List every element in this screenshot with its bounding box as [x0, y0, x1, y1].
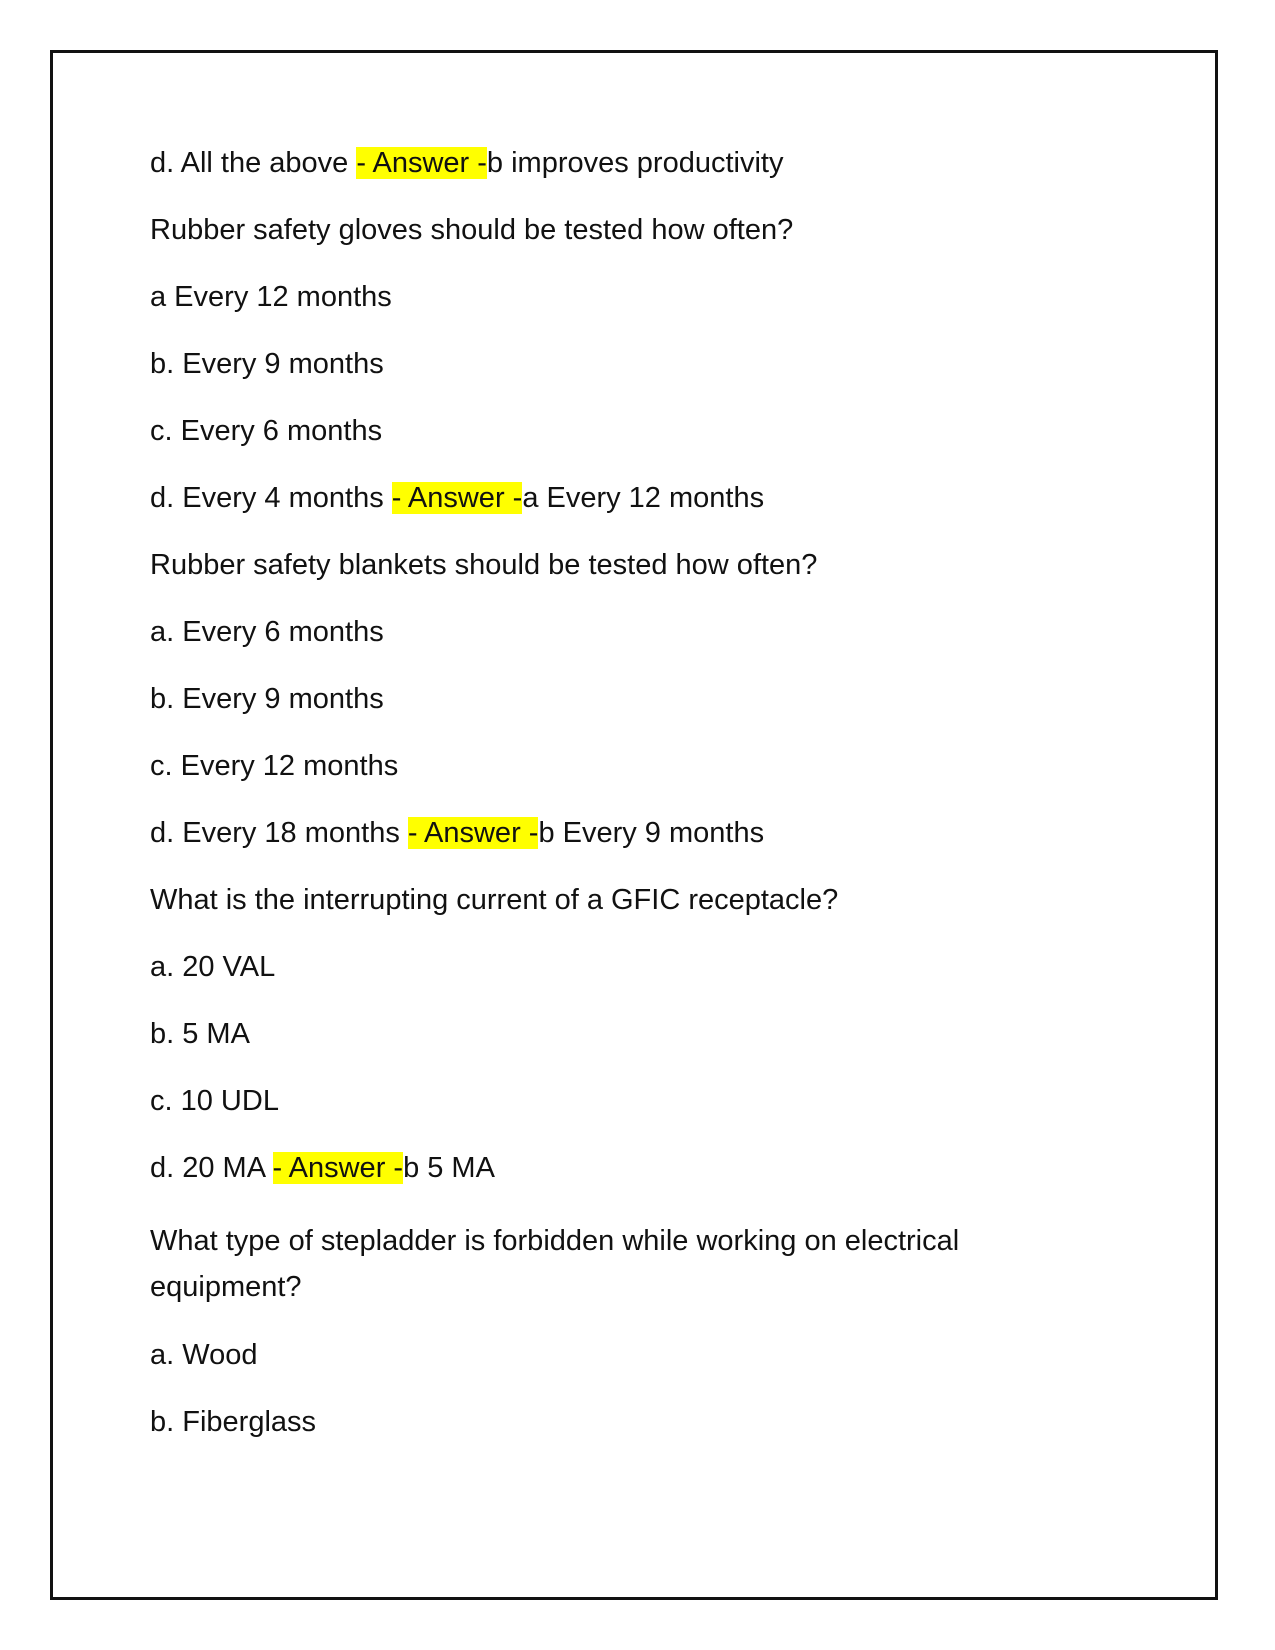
option: a. 20 VAL: [150, 951, 276, 983]
answer-text: a Every 12 months: [522, 482, 765, 514]
option: c. 10 UDL: [150, 1085, 279, 1117]
answer-line: [150, 1151, 1050, 1185]
option: a. Wood: [150, 1339, 258, 1371]
answer-highlight: - Answer -: [272, 1152, 404, 1184]
question: Rubber safety blankets should be tested how often?: [150, 549, 818, 581]
option-text: d. 20 MA: [150, 1152, 265, 1184]
question: What type of stepladder is forbidden while working on electrical equipment?: [150, 1225, 960, 1303]
option: a. Every 6 months: [150, 616, 384, 648]
option: b. Every 9 months: [150, 683, 384, 715]
answer-line: [150, 481, 1050, 515]
option: c. Every 12 months: [150, 750, 399, 782]
document-body: [150, 146, 1050, 1472]
option-text: d. Every 18 months: [150, 817, 400, 849]
option: b. 5 MA: [150, 1018, 250, 1050]
option: a Every 12 months: [150, 281, 392, 313]
answer-text: b 5 MA: [403, 1152, 495, 1184]
answer-highlight: - Answer -: [391, 482, 523, 514]
answer-line: [150, 146, 1050, 180]
option: b. Fiberglass: [150, 1406, 317, 1438]
question: What is the interrupting current of a GFIC receptacle?: [150, 884, 839, 916]
option: c. Every 6 months: [150, 415, 383, 447]
option-text: d. Every 4 months: [150, 482, 384, 514]
answer-highlight: - Answer -: [407, 817, 539, 849]
answer-highlight: - Answer -: [356, 147, 487, 179]
option: b. Every 9 months: [150, 348, 384, 380]
answer-text: b Every 9 months: [538, 817, 765, 849]
answer-text: b improves productivity: [486, 147, 784, 179]
question: Rubber safety gloves should be tested how often?: [150, 214, 794, 246]
option-text: d. All the above: [150, 147, 349, 179]
answer-line: [150, 816, 1050, 850]
